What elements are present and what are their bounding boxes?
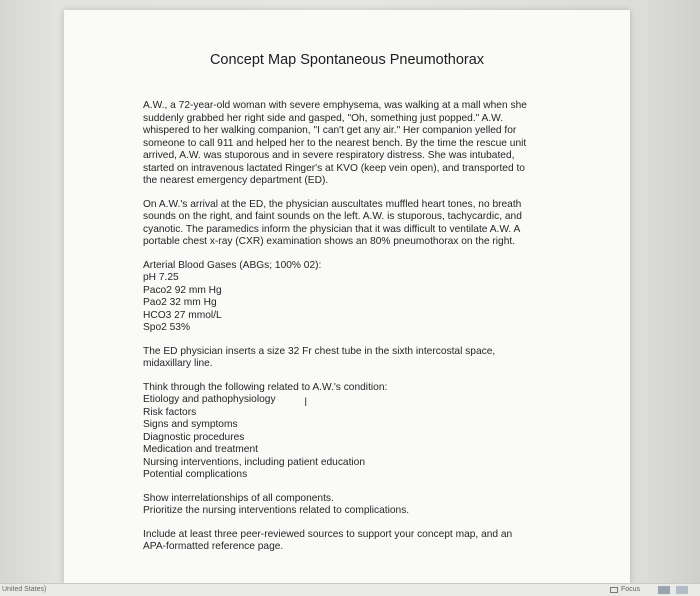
document-title: Concept Map Spontaneous Pneumothorax [209,52,485,68]
abg-item: pH 7.25 [143,272,179,283]
status-bar [0,583,700,596]
think-item: Nursing interventions, including patient education [143,456,366,468]
think-item: Etiology and pathophysiology [143,394,276,405]
paragraph-ed-arrival [143,199,563,249]
text-line: Show interrelationships of all components. [143,492,334,504]
focus-icon [610,587,618,593]
paragraph-sources [143,529,563,554]
paragraph-interrelationships [143,493,563,518]
text-line: sounds on the right, and faint sounds on the left. A.W. is stuporous, tachycardic, and [143,211,522,222]
abg-list [143,260,563,335]
text-line: APA-formatted reference page. [143,541,284,552]
text-line: cyanotic. The paramedics inform the physician that it was difficult to ventilate A.W. A [143,223,521,235]
text-line: portable chest x-ray (CXR) examination shows an 80% pneumothorax on the right. [143,236,516,247]
text-line: A.W., a 72-year-old woman with severe emphysema, was walking at a mall when she [143,100,527,111]
paragraph-chest-tube [143,346,563,371]
text-line: Prioritize the nursing interventions related to complications. [143,505,410,516]
text-line: The ED physician inserts a size 32 Fr chest tube in the sixth intercostal space, [143,345,496,357]
text-line: whispered to her walking companion, "I can't get any air." Her companion yelled for [143,125,517,136]
text-line: midaxillary line. [143,358,213,369]
text-line: the nearest emergency department (ED). [143,175,329,186]
think-through-list [143,382,563,482]
abg-item: Spo2 53% [143,322,191,333]
think-item: Potential complications [143,469,248,480]
document-body[interactable] [143,100,563,565]
think-item: Diagnostic procedures [143,431,245,443]
abg-item: Pao2 32 mm Hg [143,297,217,308]
focus-mode-button[interactable] [610,584,640,596]
text-line: started on intravenous lactated Ringer's at KVO (keep vein open), and transported to [143,162,525,174]
print-layout-view-button[interactable] [658,586,670,594]
think-item: Risk factors [143,406,197,418]
text-line: Include at least three peer-reviewed sources to support your concept map, and an [143,528,513,540]
document-page[interactable] [64,10,630,584]
paragraph-case-intro [143,100,563,188]
think-item: Signs and symptoms [143,419,238,430]
think-heading: Think through the following related to A.W.'s condition: [143,381,388,393]
web-layout-view-button[interactable] [676,586,688,594]
text-cursor-icon: I [304,395,308,409]
think-item: Medication and treatment [143,444,258,455]
abg-item: Paco2 92 mm Hg [143,284,222,296]
text-line: On A.W.'s arrival at the ED, the physician auscultates muffled heart tones, no breath [143,198,522,210]
text-line: arrived, A.W. was stuporous and in severe respiratory distress. She was intubated, [143,150,515,161]
text-line: suddenly grabbed her right side and gasped, "Oh, something just popped." A.W. [143,112,504,124]
focus-label: Focus [620,586,640,593]
abg-heading: Arterial Blood Gases (ABGs; 100% 02): [143,259,322,271]
language-indicator[interactable]: United States) [2,586,47,593]
abg-item: HCO3 27 mmol/L [143,309,222,321]
text-line: someone to call 911 and helped her to the nearest bench. By the time the rescue unit [143,137,527,149]
